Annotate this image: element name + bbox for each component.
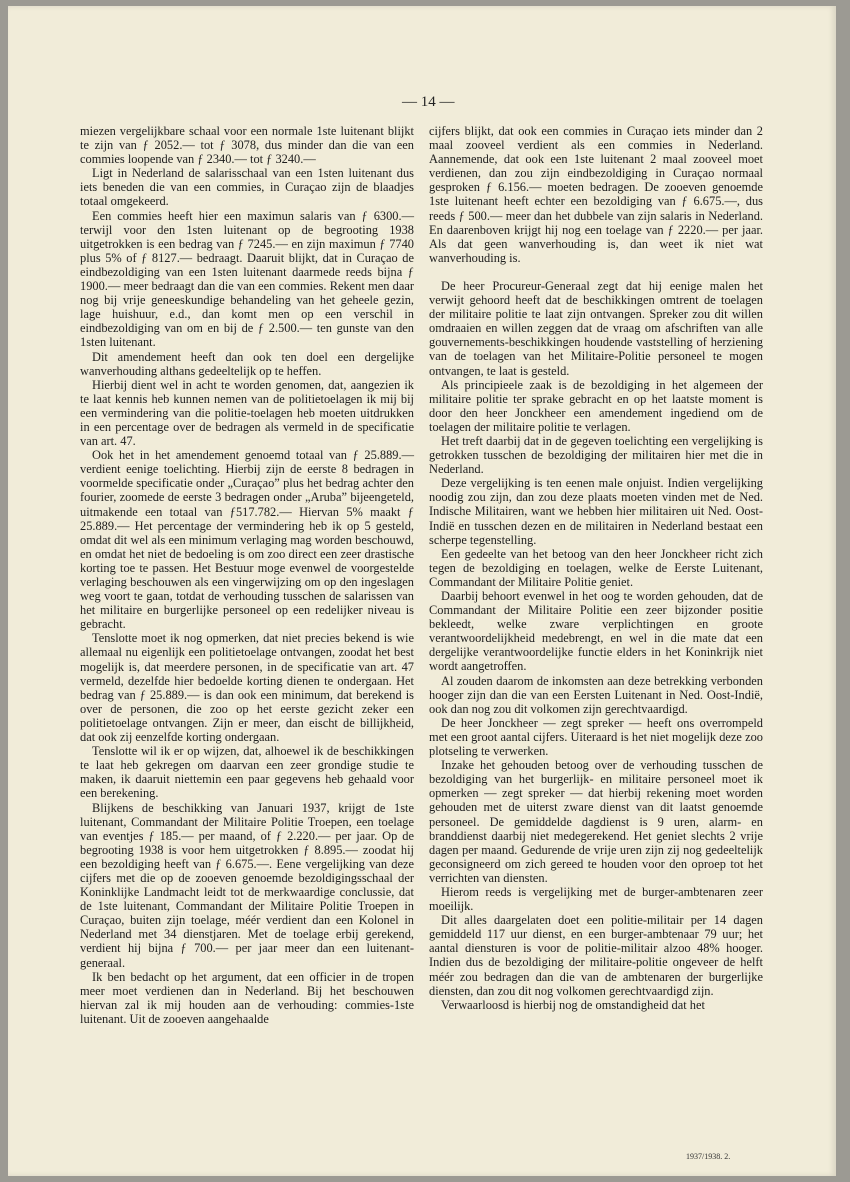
paragraph: Hierom reeds is vergelijking met de burger-ambtenaren zeer moeilijk.: [429, 884, 763, 914]
paragraph: Deze vergelijking is ten eenen male onjuist. Indien vergelijking noodig zou zijn, dan zou deze plaats moeten vinden met de Ned. Indische Militairen, want we hebben hier militairen uit Ned. Oost-Indië en tusschen dezen en de militairen in Nederland bestaat een scherpe tegenstelling.: [429, 476, 763, 547]
left-column: [80, 124, 414, 1026]
paragraph: Een commies heeft hier een maximun salaris van ƒ 6300.— terwijl voor den 1sten luitenant op de begrooting 1938 uitgetrokken is een bedrag van ƒ 7245.— en zijn maximun ƒ 7740 plus 5% of ƒ 8127.— bedraagt. Daaruit blijkt, dat in Curaçao de eindbezoldiging van een 1sten luitenant daarmede reeds bijna ƒ 1900.— meer bedraagt dan die van een commies. Rekent men daar nog bij vrije geneeskundige behandeling van het geheele gezin, lage huishuur, e.d., dan komt men op een verschil in eindbezoldiging van om en bij de ƒ 2.500.— ten gunste van den 1sten luitenant.: [80, 208, 414, 350]
paragraph: Verwaarloosd is hierbij nog de omstandigheid dat het: [441, 997, 705, 1012]
right-column: [429, 124, 763, 1012]
paragraph: Tenslotte wil ik er op wijzen, dat, alhoewel ik de beschikkingen te laat heb gekregen om daarvan een zeer grondige studie te maken, ik daaruit niettemin een paar gegevens heb gehaald voor een berekening.: [80, 744, 414, 801]
paragraph: Al zouden daarom de inkomsten aan deze betrekking verbonden hooger zijn dan die van een Eersten Luitenant in Ned. Oost-Indië, ook dan nog zou dit volkomen zijn gerechtvaardigd.: [429, 673, 763, 716]
paragraph: Tenslotte moet ik nog opmerken, dat niet precies bekend is wie allemaal nu eigenlijk een politietoelage ontvangen, zoodat het best mogelijk is, dat meerdere personen, in de specificatie van art. 47 vermeld, dezelfde hier bedoelde korting dienen te ondergaan. Het bedrag van ƒ 25.889.— is dan ook een minimum, dat berekend is over de personen, die zoo op het eerste gezicht zeker een politietoelage ontvangen. Zijn er meer, dan eischt de billijkheid, dat ook zij eenzelfde korting ondergaan.: [80, 631, 414, 745]
paragraph: cijfers blijkt, dat ook een commies in Curaçao iets minder dan 2 maal zooveel verdient als een commies in Nederland. Aannemende, dat ook een 1ste luitenant 2 maal zooveel moet verdienen, dan zou zijn eindbezoldiging in Curaçao normaal gesproken ƒ 6.156.— moeten bedragen. De zooeven genoemde 1ste luitenant heeft echter een bezoldiging van ƒ 6.675.—, dus reeds ƒ 500.— meer dan het dubbele van zijn salaris in Nederland. En daarenboven krijgt hij nog een toelage van ƒ 2220.— per jaar. Als dat geen wanverhouding is, dan weet ik niet wat wanverhouding is.: [429, 124, 763, 265]
document-page: [8, 6, 836, 1176]
paragraph: Ook het in het amendement genoemd totaal van ƒ 25.889.— verdient eenige toelichting. Hierbij zijn de eerste 8 bedragen in voormelde specificatie onder „Curaçao” plus het bedrag achter den fourier, zoomede de eerste 3 bedragen onder „Aruba” bijeengeteld, uitmakende een totaal van ƒ517.782.— Hiervan 5% maakt ƒ 25.889.— Het percentage der vermindering heb ik op 5 gesteld, omdat dit wel als een minimum verlaging mag worden beschouwd, en omdat het niet de bedoeling is om zoo direct een zeer drastische korting toe te passen. Het Bestuur moge evenwel de voorgestelde verlaging beschouwen als een vingerwijzing om op den ingeslagen weg voort te gaan, totdat de verhouding tusschen de salarissen van het militaire en burgerlijke personeel op een redelijker niveau is gebracht.: [80, 448, 414, 632]
paragraph: Hierbij dient wel in acht te worden genomen, dat, aangezien ik te laat kennis heb kunnen nemen van de politietoelagen ik mij bij een vermindering van die politie-toelagen heb moeten uitdrukken in een percentage over de bedragen als vermeld in de specificatie van art. 47.: [80, 377, 414, 449]
paragraph: Het treft daarbij dat in de gegeven toelichting een vergelijking is getrokken tusschen de bezoldiging der militairen hier met die in Nederland.: [429, 433, 763, 477]
footer-code: 1937/1938. 2.: [686, 1152, 731, 1161]
paragraph: De heer Procureur-Generaal zegt dat hij eenige malen het verwijt gehoord heeft dat de beschikkingen omtrent de toelagen der militaire politie te laat zijn ontvangen. Spreker zou dit willen omdraaien en willen zeggen dat de vraag om afschriften van alle gouvernements-beschikkingen houdende vaststelling of herziening van de toelagen van het Militaire-Politie personeel te mogen ontvangen, te laat is gesteld.: [429, 278, 763, 378]
paragraph: Dit amendement heeft dan ook ten doel een dergelijke wanverhouding althans gedeeltelijk op te heffen.: [80, 349, 414, 378]
paragraph: Ik ben bedacht op het argument, dat een officier in de tropen meer moet verdienen dan in Nederland. Bij het beschouwen hiervan zal ik mij houden aan de verhouding: commies-1ste luitenant. Uit de zooeven aangehaalde: [80, 969, 414, 1026]
paragraph: Dit alles daargelaten doet een politie-militair per 14 dagen gemiddeld 117 uur dienst, en een burger-ambtenaar 79 uur; het aantal diensturen is voor de politie-militair alzoo 48% hooger. Indien dus de bezoldiging der militaire-politie ongeveer de helft méér zou bedragen dan die van de ambtenaren der burgerlijke diensten, dan zou dit nog volkomen gerechtvaardigd zijn.: [429, 913, 763, 998]
paragraph: De heer Jonckheer — zegt spreker — heeft ons overrompeld met een groot aantal cijfers. Uiteraard is het niet mogelijk deze zoo plotseling te verwerken.: [429, 715, 763, 759]
page-number: — 14 —: [402, 94, 455, 110]
section-break: [429, 265, 763, 279]
paragraph: Inzake het gehouden betoog over de verhouding tusschen de bezoldiging van het burgerlijk- en militaire personeel moet ik opmerken — zegt spreker — dat hierbij rekening moet worden gehouden met de uiterst zware dienst van dit laatst genoemde personeel. De gemiddelde dagdienst is 9 uren, alarm- en branddienst daarbij niet medegerekend. Het geniet slechts 2 vrije dagen per maand. Gedurende de vrije uren zijn zij nog gedeeltelijk geconsigneerd om zich gereed te houden voor den oproep tot het verrichten van diensten.: [429, 758, 763, 885]
paragraph: miezen vergelijkbare schaal voor een normale 1ste luitenant blijkt te zijn van ƒ 2052.— tot ƒ 3078, dus minder dan die van een commies loopende van ƒ 2340.— tot ƒ 3240.—: [80, 124, 414, 167]
paragraph: Ligt in Nederland de salarisschaal van een 1sten luitenant dus iets beneden die van een commies, in Curaçao zijn de blaadjes totaal omgekeerd.: [80, 166, 414, 209]
paragraph: Blijkens de beschikking van Januari 1937, krijgt de 1ste luitenant, Commandant der Militaire Politie Troepen, een toelage van eventjes ƒ 185.— per maand, of ƒ 2.220.— per jaar. Op de begrooting 1938 is voor hem uitgetrokken ƒ 8.895.— zoodat hij een bezoldiging heeft van ƒ 6.675.—. Eene vergelijking van deze cijfers met die op de zooeven genoemde bezoldigingsschaal der Koninklijke Landmacht leidt tot de merkwaardige conclussie, dat de 1ste luitenant, Commandant der Militaire Politie Troepen in Curaçao, buiten zijn toelage, méér verdient dan een Kolonel in Nederland met 34 dienstjaren. Met de toelage erbij gerekend, verdient hij bijna ƒ 700.— per jaar meer dan een luitenant-generaal.: [80, 800, 414, 970]
paragraph: Een gedeelte van het betoog van den heer Jonckheer richt zich tegen de bezoldiging en toelagen, welke de Eerste Luitenant, Commandant der Militaire Politie geniet.: [429, 546, 763, 589]
paragraph: Als principieele zaak is de bezoldiging in het algemeen der militaire politie ter sprake gebracht en op het laatste moment is door den heer Jonckheer een amendement ingediend om de toelagen der militaire politie te verlagen.: [429, 377, 763, 434]
paragraph: Daarbij behoort evenwel in het oog te worden gehouden, dat de Commandant der Militaire Politie een zeer bijzonder positie bekleedt, welke zware verplichtingen en groote verantwoordelijkheid medebrengt, en wel in die mate dat een dergelijke verantwoordelijke functie elders in het Koninkrijk niet wordt aangetroffen.: [429, 589, 763, 674]
